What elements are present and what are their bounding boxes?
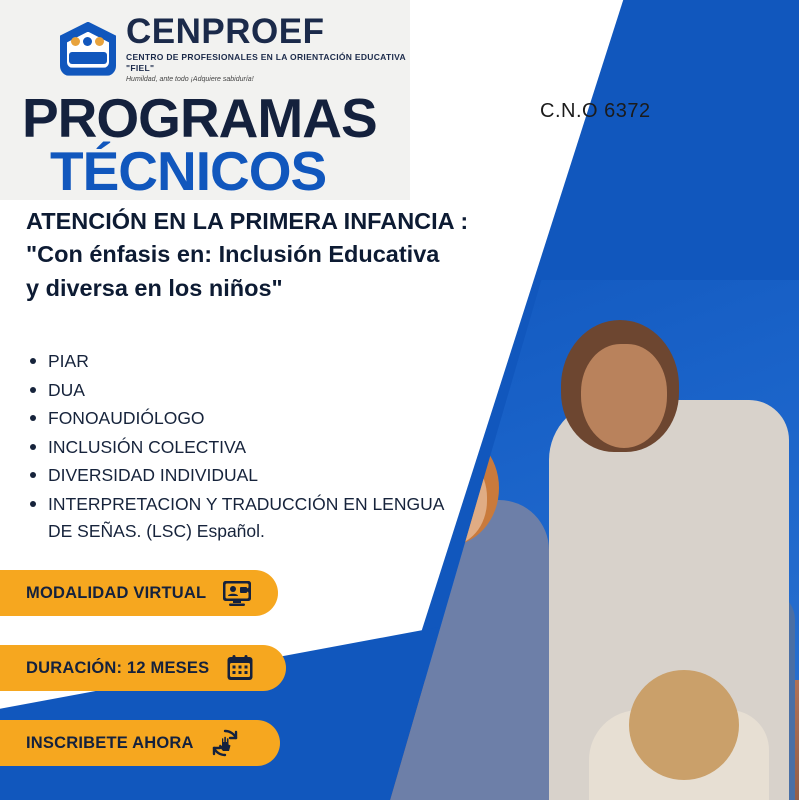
header-block	[0, 0, 410, 200]
program-title-line1: PROGRAMAS	[22, 87, 377, 150]
photo-person-foreground-hair	[629, 670, 739, 780]
badge-duration	[0, 645, 286, 691]
calendar-icon	[223, 651, 257, 685]
course-heading	[26, 205, 566, 305]
course-heading-line1: ATENCIÓN EN LA PRIMERA INFANCIA :	[26, 208, 469, 234]
logo-name: CENPROEF	[126, 12, 325, 51]
list-item: PIAR	[24, 348, 454, 375]
list-item: INTERPRETACION Y TRADUCCIÓN EN LENGUA DE SEÑAS. (LSC) Español.	[24, 491, 454, 544]
list-item: INCLUSIÓN COLECTIVA	[24, 434, 454, 461]
badge-enroll[interactable]	[0, 720, 280, 766]
logo-tagline: Humildad, ante todo ¡Adquiere sabiduría!	[126, 76, 254, 84]
list-item: DUA	[24, 377, 454, 404]
program-title-line2: TÉCNICOS	[50, 139, 327, 202]
logo-subtitle: CENTRO DE PROFESIONALES EN LA ORIENTACIÓN EDUCATIVA "FIEL"	[126, 52, 406, 73]
topics-list	[24, 348, 454, 546]
badge-modality-label: MODALIDAD VIRTUAL	[26, 583, 207, 602]
cno-code: C.N.O 6372	[540, 100, 651, 122]
badge-enroll-label: INSCRIBETE AHORA	[26, 733, 194, 752]
list-item: FONOAUDIÓLOGO	[24, 405, 454, 432]
logo	[0, 0, 410, 83]
house-people-icon	[58, 20, 118, 78]
badge-duration-label: DURACIÓN: 12 MESES	[26, 658, 210, 677]
video-call-monitor-icon	[220, 576, 254, 610]
photo-person-teacher-face	[581, 344, 667, 448]
badge-modality	[0, 570, 278, 616]
click-hand-icon	[208, 726, 242, 760]
course-heading-line2: "Con énfasis en: Inclusión Educativa	[26, 241, 440, 268]
course-heading-line3: y diversa en los niños"	[26, 274, 283, 301]
list-item: DIVERSIDAD INDIVIDUAL	[24, 462, 454, 489]
